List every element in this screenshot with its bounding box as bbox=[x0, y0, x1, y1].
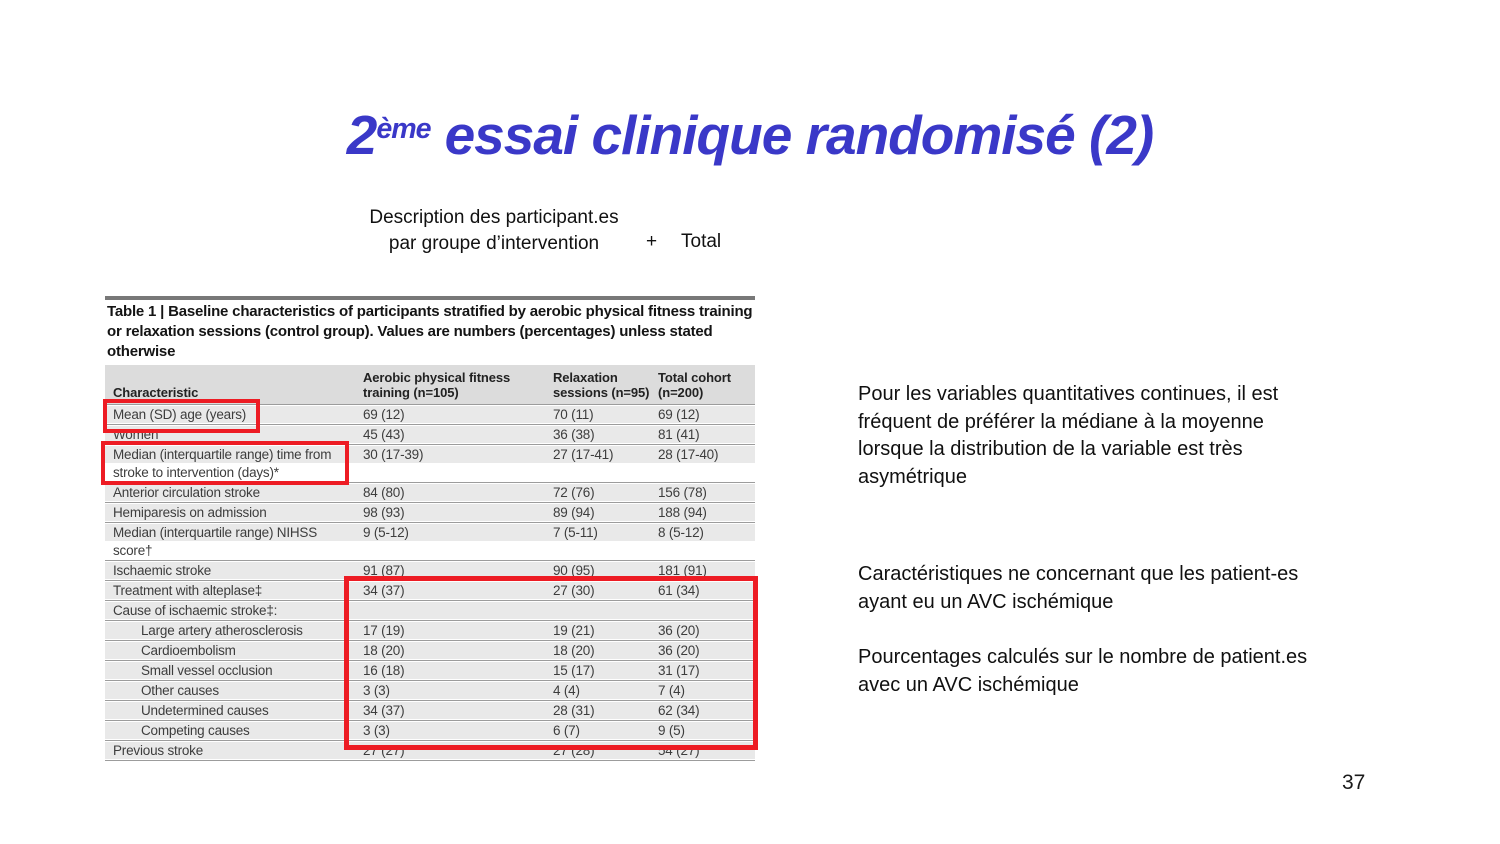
cell-value: 9 (5-12) bbox=[363, 525, 409, 540]
annotation-description: Description des participant.es par groupe d’intervention bbox=[369, 207, 619, 254]
cell-value: 34 (37) bbox=[363, 583, 405, 598]
cell-value: 36 (38) bbox=[553, 427, 595, 442]
cell-value: 3 (3) bbox=[363, 723, 390, 738]
page-number: 37 bbox=[1342, 771, 1366, 794]
cell-value: 91 (87) bbox=[363, 563, 405, 578]
annotation-total-label: Total bbox=[681, 231, 722, 252]
cell-value: 69 (12) bbox=[658, 407, 700, 422]
cell-value: 9 (5) bbox=[658, 723, 685, 738]
cell-value: 27 (27) bbox=[363, 743, 405, 758]
cell-value: 28 (31) bbox=[553, 703, 595, 718]
cell-value: 4 (4) bbox=[553, 683, 580, 698]
title-superscript: ème bbox=[376, 113, 431, 146]
slide-title bbox=[0, 103, 1500, 167]
row-label: Anterior circulation stroke bbox=[113, 485, 260, 500]
row-label: Women bbox=[113, 427, 159, 442]
cell-value: 72 (76) bbox=[553, 485, 595, 500]
cell-value: 8 (5-12) bbox=[658, 525, 704, 540]
column-header-characteristic: Characteristic bbox=[113, 385, 199, 400]
row-label: Hemiparesis on admission bbox=[113, 505, 267, 520]
cell-value: 7 (5-11) bbox=[553, 525, 598, 540]
note-median-vs-mean: Pour les variables quantitatives continues, il est fréquent de préférer la médiane à la moyenne lorsque la distribution de la variable est très asymétrique bbox=[858, 383, 1279, 488]
cell-value: 31 (17) bbox=[658, 663, 700, 678]
cell-value: 188 (94) bbox=[658, 505, 707, 520]
cell-value: 18 (20) bbox=[553, 643, 595, 658]
row-label: Cause of ischaemic stroke‡: bbox=[113, 603, 278, 618]
column-header-aerobic-training: Aerobic physical fitness training (n=105) bbox=[363, 370, 511, 400]
cell-value: 28 (17-40) bbox=[658, 447, 719, 462]
cell-value: 7 (4) bbox=[658, 683, 685, 698]
note-percentages: Pourcentages calculés sur le nombre de patient.es avec un AVC ischémique bbox=[858, 646, 1308, 696]
row-label: Mean (SD) age (years) bbox=[113, 407, 247, 422]
cell-value: 27 (17-41) bbox=[553, 447, 614, 462]
cell-value: 84 (80) bbox=[363, 485, 405, 500]
title-text: essai clinique randomisé (2) bbox=[444, 103, 1154, 166]
row-label: Ischaemic stroke bbox=[113, 563, 212, 578]
column-header-total-cohort: Total cohort (n=200) bbox=[658, 370, 731, 400]
cell-value: 90 (95) bbox=[553, 563, 595, 578]
table-row bbox=[105, 504, 755, 523]
cell-value: 3 (3) bbox=[363, 683, 390, 698]
cell-value: 30 (17-39) bbox=[363, 447, 424, 462]
row-label: Median (interquartile range) NIHSS bbox=[113, 525, 318, 540]
cell-value: 54 (27) bbox=[658, 743, 700, 758]
row-label-continued: stroke to intervention (days)* bbox=[113, 465, 279, 480]
cell-value: 69 (12) bbox=[363, 407, 405, 422]
annotation-plus-sign: + bbox=[646, 231, 658, 252]
note-ischaemic-only: Caractéristiques ne concernant que les patient-es ayant eu un AVC ischémique bbox=[858, 563, 1299, 613]
cell-value: 98 (93) bbox=[363, 505, 405, 520]
cell-value: 181 (91) bbox=[658, 563, 707, 578]
cell-value: 27 (28) bbox=[553, 743, 595, 758]
cell-value: 36 (20) bbox=[658, 643, 700, 658]
cell-value: 17 (19) bbox=[363, 623, 405, 638]
cell-value: 15 (17) bbox=[553, 663, 595, 678]
row-label: Other causes bbox=[141, 683, 219, 698]
cell-value: 89 (94) bbox=[553, 505, 595, 520]
highlight-box-ischaemic-subset bbox=[344, 576, 758, 750]
cell-value: 61 (34) bbox=[658, 583, 700, 598]
cell-value: 70 (11) bbox=[553, 407, 594, 422]
row-label-continued: score† bbox=[113, 543, 153, 558]
cell-value: 27 (30) bbox=[553, 583, 595, 598]
row-label: Cardioembolism bbox=[141, 643, 236, 658]
title-number: 2 bbox=[346, 103, 377, 166]
row-label: Large artery atherosclerosis bbox=[141, 623, 303, 638]
column-header-relaxation-sessions: Relaxation sessions (n=95) bbox=[553, 370, 650, 400]
table-row bbox=[105, 484, 755, 503]
highlight-box-mean-age bbox=[103, 399, 260, 433]
cell-value: 36 (20) bbox=[658, 623, 700, 638]
highlight-box-median-time bbox=[101, 441, 349, 485]
cell-value: 81 (41) bbox=[658, 427, 700, 442]
cell-value: 16 (18) bbox=[363, 663, 405, 678]
cell-value: 6 (7) bbox=[553, 723, 580, 738]
row-label: Treatment with alteplase‡ bbox=[113, 583, 263, 598]
table-caption: Table 1 | Baseline characteristics of participants stratified by aerobic physical fitness training or relaxation sessions (control group). Values are numbers (percentages) unless stated otherwise bbox=[105, 300, 755, 365]
cell-value: 45 (43) bbox=[363, 427, 405, 442]
row-label: Small vessel occlusion bbox=[141, 663, 273, 678]
cell-value: 18 (20) bbox=[363, 643, 405, 658]
row-label: Median (interquartile range) time from bbox=[113, 447, 332, 462]
cell-value: 156 (78) bbox=[658, 485, 707, 500]
row-label: Previous stroke bbox=[113, 743, 204, 758]
row-label: Undetermined causes bbox=[141, 703, 269, 718]
cell-value: 62 (34) bbox=[658, 703, 700, 718]
cell-value: 34 (37) bbox=[363, 703, 405, 718]
cell-value: 19 (21) bbox=[553, 623, 595, 638]
row-label: Competing causes bbox=[141, 723, 250, 738]
table-row bbox=[105, 524, 755, 561]
